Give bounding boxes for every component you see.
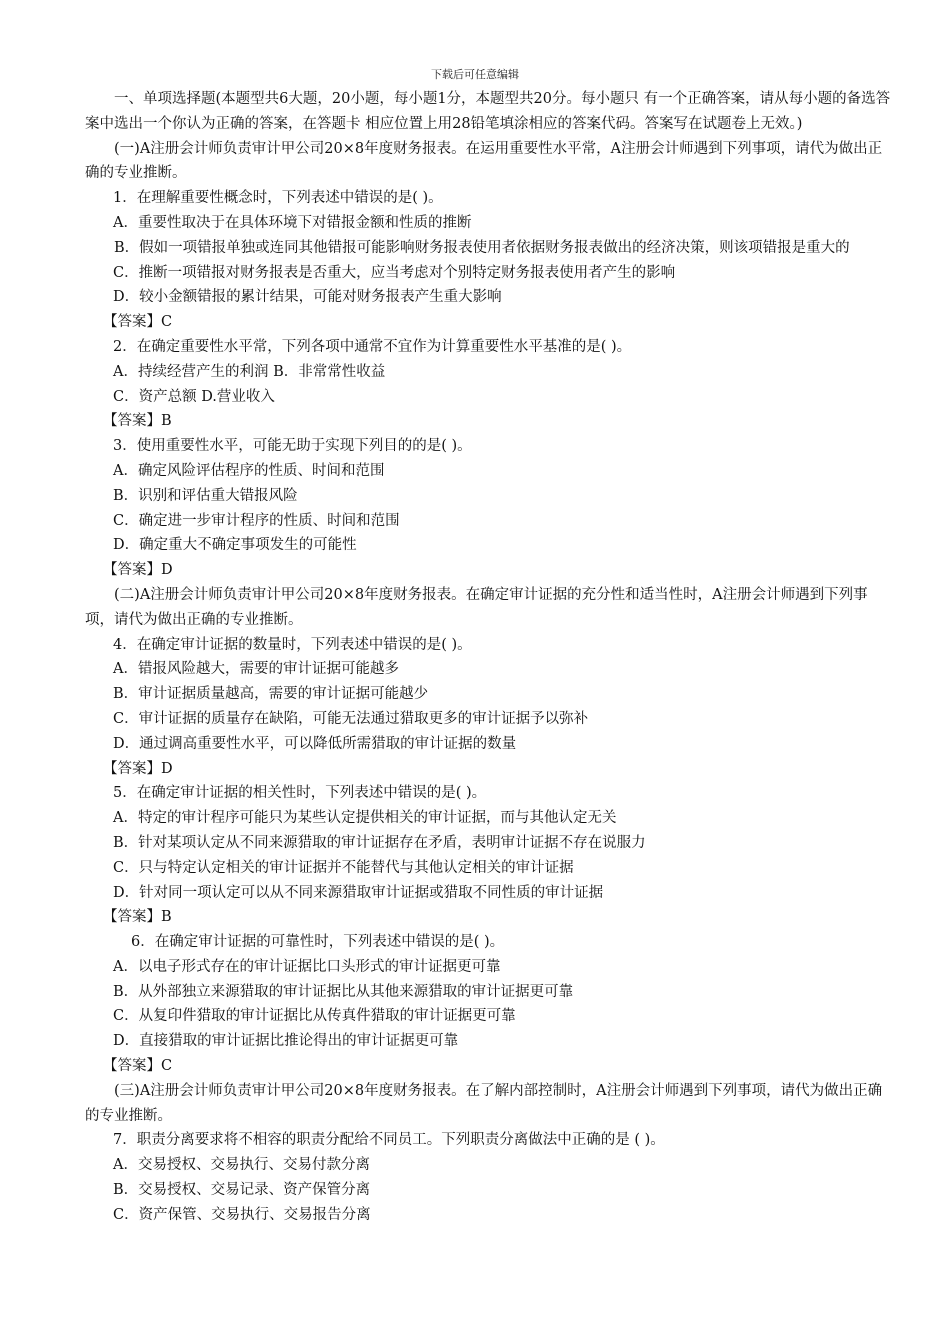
paragraph: (三)A注册会计师负责审计甲公司20×8年度财务报表。在了解内部控制时，A注册会计师遇到下列事项，请代为做出正确的专业推断。 bbox=[85, 1082, 883, 1124]
paragraph: (一)A注册会计师负责审计甲公司20×8年度财务报表。在运用重要性水平常，A注册会计师遇到下列事项，请代为做出正确的专业推断。 bbox=[85, 140, 883, 182]
paragraph: B．识别和评估重大错报风险 bbox=[113, 487, 298, 504]
paragraph: A．重要性取决于在具体环境下对错报金额和性质的推断 bbox=[113, 214, 472, 231]
paragraph: A．特定的审计程序可能只为某些认定提供相关的审计证据，而与其他认定无关 bbox=[113, 810, 617, 827]
paragraph: D．较小金额错报的累计结果，可能对财务报表产生重大影响 bbox=[113, 289, 502, 306]
paragraph: B．从外部独立来源猎取的审计证据比从其他来源猎取的审计证据更可靠 bbox=[113, 983, 574, 1000]
paragraph: A．持续经营产生的利润 B．非常常性收益 bbox=[113, 363, 386, 380]
answer-line: 【答案】C bbox=[103, 1058, 173, 1075]
paragraph: 6．在确定审计证据的可靠性时，下列表述中错误的是( )。 bbox=[131, 934, 505, 951]
paragraph: B．针对某项认定从不同来源猎取的审计证据存在矛盾，表明审计证据不存在说服力 bbox=[113, 834, 646, 851]
answer-line: 【答案】B bbox=[103, 413, 172, 430]
paragraph: A．确定风险评估程序的性质、时间和范围 bbox=[113, 462, 385, 479]
paragraph: A．以电子形式存在的审计证据比口头形式的审计证据更可靠 bbox=[113, 958, 501, 975]
paragraph: C．从复印件猎取的审计证据比从传真件猎取的审计证据更可靠 bbox=[113, 1008, 516, 1025]
paragraph: 4．在确定审计证据的数量时，下列表述中错误的是( )。 bbox=[113, 636, 472, 653]
paragraph: C．推断一项错报对财务报表是否重大，应当考虑对个别特定财务报表使用者产生的影响 bbox=[113, 264, 676, 281]
paragraph: D．针对同一项认定可以从不同来源猎取审计证据或猎取不同性质的审计证据 bbox=[113, 884, 604, 901]
answer-line: 【答案】D bbox=[103, 760, 173, 777]
paragraph: C．资产总额 D.营业收入 bbox=[113, 388, 275, 405]
paragraph: C．审计证据的质量存在缺陷，可能无法通过猎取更多的审计证据予以弥补 bbox=[113, 710, 589, 727]
paragraph: B．交易授权、交易记录、资产保管分离 bbox=[113, 1182, 371, 1199]
paragraph: D．直接猎取的审计证据比推论得出的审计证据更可靠 bbox=[113, 1033, 459, 1050]
paragraph: A．错报风险越大，需要的审计证据可能越多 bbox=[113, 661, 399, 678]
paragraph: C．只与特定认定相关的审计证据并不能替代与其他认定相关的审计证据 bbox=[113, 859, 574, 876]
paragraph: B．审计证据质量越高，需要的审计证据可能越少 bbox=[113, 686, 429, 703]
paragraph: B．假如一项错报单独或连同其他错报可能影响财务报表使用者依据财务报表做出的经济决策，则该项错报是重大的 bbox=[114, 239, 850, 256]
paragraph: 一、单项选择题(本题型共6大题，20小题，每小题1分，本题型共20分。每小题只 有一个正确答案，请从每小题的备选答案中选出一个你认为正确的答案，在答题卡 相应位置上用28铅笔填涂相应的答案代码。答案写在试题卷上无效。) bbox=[85, 91, 891, 132]
paragraph: C．资产保管、交易执行、交易报告分离 bbox=[113, 1206, 371, 1223]
paragraph: D．确定重大不确定事项发生的可能性 bbox=[113, 537, 357, 554]
paragraph: 1．在理解重要性概念时，下列表述中错误的是( )。 bbox=[113, 190, 443, 207]
document-body bbox=[85, 87, 895, 1228]
paragraph: D．通过调高重要性水平，可以降低所需猎取的审计证据的数量 bbox=[113, 735, 517, 752]
answer-line: 【答案】C bbox=[103, 314, 173, 331]
paragraph: (二)A注册会计师负责审计甲公司20×8年度财务报表。在确定审计证据的充分性和适当性时，A注册会计师遇到下列事项，请代为做出正确的专业推断。 bbox=[85, 586, 868, 628]
paragraph: A．交易授权、交易执行、交易付款分离 bbox=[113, 1157, 370, 1174]
answer-line: 【答案】D bbox=[103, 562, 173, 579]
page-header: 下载后可任意编辑 bbox=[431, 68, 519, 81]
paragraph: 7．职责分离要求将不相容的职责分配给不同员工。下列职责分离做法中正确的是 ( )。 bbox=[113, 1132, 665, 1149]
paragraph: 5．在确定审计证据的相关性时，下列表述中错误的是( )。 bbox=[113, 785, 487, 802]
paragraph: C．确定进一步审计程序的性质、时间和范围 bbox=[113, 512, 400, 529]
paragraph: 3．使用重要性水平，可能无助于实现下列目的的是( )。 bbox=[113, 438, 472, 455]
paragraph: 2．在确定重要性水平常，下列各项中通常不宜作为计算重要性水平基准的是( )。 bbox=[113, 338, 632, 355]
answer-line: 【答案】B bbox=[103, 909, 172, 926]
